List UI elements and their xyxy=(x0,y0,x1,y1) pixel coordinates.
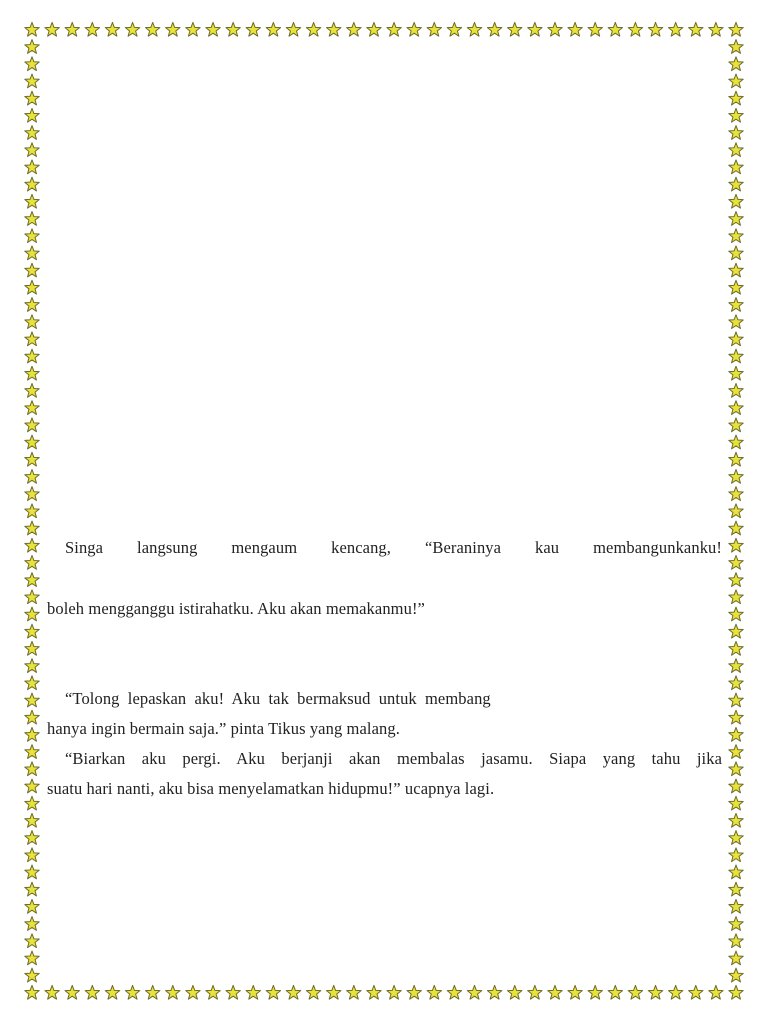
star-icon xyxy=(447,22,461,36)
star-icon xyxy=(608,985,622,999)
paragraph-3-line-1: “Biarkan aku pergi. Aku berjanji akan membalas jasamu. Siapa yang tahu jika xyxy=(65,749,722,768)
star-icon xyxy=(25,917,39,931)
star-icon xyxy=(25,315,39,329)
star-icon xyxy=(246,22,260,36)
star-icon xyxy=(729,504,743,518)
star-icon xyxy=(729,40,743,54)
star-icon xyxy=(25,693,39,707)
star-icon xyxy=(729,298,743,312)
star-icon xyxy=(65,985,79,999)
star-icon xyxy=(729,74,743,88)
star-icon xyxy=(729,848,743,862)
star-icon xyxy=(25,934,39,948)
star-icon xyxy=(729,315,743,329)
star-icon xyxy=(125,22,139,36)
star-icon xyxy=(25,951,39,965)
star-icon xyxy=(729,796,743,810)
star-icon xyxy=(25,676,39,690)
star-icon xyxy=(25,263,39,277)
star-icon xyxy=(729,538,743,552)
star-icon xyxy=(729,934,743,948)
star-icon xyxy=(25,590,39,604)
star-icon xyxy=(729,865,743,879)
star-icon xyxy=(186,22,200,36)
star-icon xyxy=(729,91,743,105)
star-icon xyxy=(729,882,743,896)
star-icon xyxy=(528,22,542,36)
star-icon xyxy=(25,762,39,776)
star-icon xyxy=(729,831,743,845)
star-icon xyxy=(729,108,743,122)
star-icon xyxy=(25,521,39,535)
star-icon xyxy=(25,796,39,810)
star-icon xyxy=(286,985,300,999)
star-icon xyxy=(729,280,743,294)
paragraph-1-line-2: boleh mengganggu istirahatku. Aku akan memakanmu!” xyxy=(47,599,425,618)
star-icon xyxy=(729,452,743,466)
star-icon xyxy=(588,22,602,36)
star-icon xyxy=(25,968,39,982)
star-icon xyxy=(25,22,39,36)
star-icon xyxy=(25,882,39,896)
star-icon xyxy=(367,985,381,999)
star-icon xyxy=(306,22,320,36)
star-icon xyxy=(729,555,743,569)
star-icon xyxy=(608,22,622,36)
star-icon xyxy=(25,418,39,432)
star-icon xyxy=(568,22,582,36)
star-icon xyxy=(266,22,280,36)
star-icon xyxy=(25,143,39,157)
star-icon xyxy=(25,212,39,226)
star-icon xyxy=(487,22,501,36)
star-icon xyxy=(648,985,662,999)
star-icon xyxy=(729,693,743,707)
star-icon xyxy=(25,108,39,122)
star-icon xyxy=(508,985,522,999)
star-icon xyxy=(25,641,39,655)
star-icon xyxy=(568,985,582,999)
star-icon xyxy=(25,349,39,363)
star-icon xyxy=(729,951,743,965)
star-icon xyxy=(729,727,743,741)
star-icon xyxy=(25,487,39,501)
star-icon xyxy=(25,246,39,260)
star-icon xyxy=(689,22,703,36)
star-icon xyxy=(85,985,99,999)
star-icon xyxy=(729,384,743,398)
star-icon xyxy=(467,985,481,999)
star-icon xyxy=(25,607,39,621)
star-icon xyxy=(25,710,39,724)
star-icon xyxy=(25,366,39,380)
star-icon xyxy=(25,899,39,913)
star-icon xyxy=(25,624,39,638)
star-icon xyxy=(25,229,39,243)
star-icon xyxy=(25,573,39,587)
star-icon xyxy=(487,985,501,999)
star-icon xyxy=(25,40,39,54)
star-icon xyxy=(729,917,743,931)
star-icon xyxy=(689,985,703,999)
star-icon xyxy=(125,985,139,999)
star-icon xyxy=(166,985,180,999)
star-icon xyxy=(729,332,743,346)
star-icon xyxy=(729,985,743,999)
star-icon xyxy=(25,332,39,346)
star-icon xyxy=(25,813,39,827)
star-icon xyxy=(25,779,39,793)
star-icon xyxy=(25,280,39,294)
star-icon xyxy=(729,779,743,793)
star-icon xyxy=(729,418,743,432)
star-icon xyxy=(508,22,522,36)
star-icon xyxy=(25,538,39,552)
star-icon xyxy=(528,985,542,999)
star-icon xyxy=(166,22,180,36)
star-icon xyxy=(729,177,743,191)
star-icon xyxy=(729,487,743,501)
star-icon xyxy=(729,435,743,449)
star-icon xyxy=(25,91,39,105)
paragraph-2-line-2: hanya ingin bermain saja.” pinta Tikus yang malang. xyxy=(47,719,400,738)
star-icon xyxy=(668,22,682,36)
star-icon xyxy=(145,22,159,36)
star-icon xyxy=(729,22,743,36)
star-icon xyxy=(729,745,743,759)
star-icon xyxy=(729,624,743,638)
star-icon xyxy=(25,470,39,484)
star-icon xyxy=(266,985,280,999)
star-icon xyxy=(25,745,39,759)
star-icon xyxy=(729,641,743,655)
star-icon xyxy=(186,985,200,999)
star-icon xyxy=(25,452,39,466)
star-icon xyxy=(427,985,441,999)
star-icon xyxy=(25,435,39,449)
star-icon xyxy=(25,831,39,845)
star-icon xyxy=(45,985,59,999)
star-icon xyxy=(25,401,39,415)
star-icon xyxy=(226,985,240,999)
star-icon xyxy=(729,659,743,673)
star-icon xyxy=(326,985,340,999)
star-icon xyxy=(729,573,743,587)
star-icon xyxy=(25,384,39,398)
star-icon xyxy=(729,968,743,982)
star-icon xyxy=(25,659,39,673)
star-icon xyxy=(25,126,39,140)
star-icon xyxy=(729,246,743,260)
star-icon xyxy=(729,143,743,157)
star-icon xyxy=(286,22,300,36)
star-icon xyxy=(367,22,381,36)
star-icon xyxy=(25,298,39,312)
star-icon xyxy=(628,22,642,36)
star-icon xyxy=(729,401,743,415)
star-icon xyxy=(729,212,743,226)
star-icon xyxy=(548,985,562,999)
paragraph-1-line-1: Singa langsung mengaum kencang, “Beraninya kau membangunkanku! xyxy=(65,538,722,557)
star-icon xyxy=(709,22,723,36)
star-icon xyxy=(25,57,39,71)
star-icon xyxy=(206,22,220,36)
star-icon xyxy=(729,899,743,913)
star-icon xyxy=(25,848,39,862)
star-icon xyxy=(729,762,743,776)
star-icon xyxy=(326,22,340,36)
star-icon xyxy=(729,590,743,604)
star-icon xyxy=(729,229,743,243)
star-icon xyxy=(25,985,39,999)
star-icon xyxy=(467,22,481,36)
star-icon xyxy=(729,676,743,690)
star-icon xyxy=(548,22,562,36)
star-icon xyxy=(226,22,240,36)
star-icon xyxy=(105,985,119,999)
star-icon xyxy=(729,366,743,380)
star-icon xyxy=(427,22,441,36)
star-icon xyxy=(347,985,361,999)
star-icon xyxy=(668,985,682,999)
star-icon xyxy=(588,985,602,999)
star-icon xyxy=(387,985,401,999)
star-icon xyxy=(447,985,461,999)
star-icon xyxy=(729,57,743,71)
star-icon xyxy=(25,74,39,88)
star-icon xyxy=(45,22,59,36)
star-icon xyxy=(628,985,642,999)
star-icon xyxy=(729,263,743,277)
star-icon xyxy=(729,160,743,174)
star-icon xyxy=(729,194,743,208)
star-icon xyxy=(25,504,39,518)
star-icon xyxy=(25,865,39,879)
star-icon xyxy=(25,194,39,208)
star-icon xyxy=(65,22,79,36)
star-icon xyxy=(709,985,723,999)
paragraph-2-line-1: “Tolong lepaskan aku! Aku tak bermaksud untuk membang xyxy=(65,689,491,708)
star-icon xyxy=(105,22,119,36)
star-icon xyxy=(25,727,39,741)
star-icon xyxy=(145,985,159,999)
star-icon xyxy=(25,160,39,174)
star-icon xyxy=(729,607,743,621)
star-icon xyxy=(729,710,743,724)
star-icon xyxy=(306,985,320,999)
star-icon xyxy=(729,521,743,535)
star-icon xyxy=(347,22,361,36)
star-icon xyxy=(407,22,421,36)
star-icon xyxy=(648,22,662,36)
star-icon xyxy=(85,22,99,36)
star-icon xyxy=(729,470,743,484)
star-icon xyxy=(729,813,743,827)
star-icon xyxy=(729,126,743,140)
star-icon xyxy=(407,985,421,999)
star-icon xyxy=(25,177,39,191)
paragraph-3-line-2: suatu hari nanti, aku bisa menyelamatkan hidupmu!” ucapnya lagi. xyxy=(47,779,495,798)
star-icon xyxy=(206,985,220,999)
star-icon xyxy=(246,985,260,999)
star-icon xyxy=(25,555,39,569)
star-icon xyxy=(387,22,401,36)
star-icon xyxy=(729,349,743,363)
